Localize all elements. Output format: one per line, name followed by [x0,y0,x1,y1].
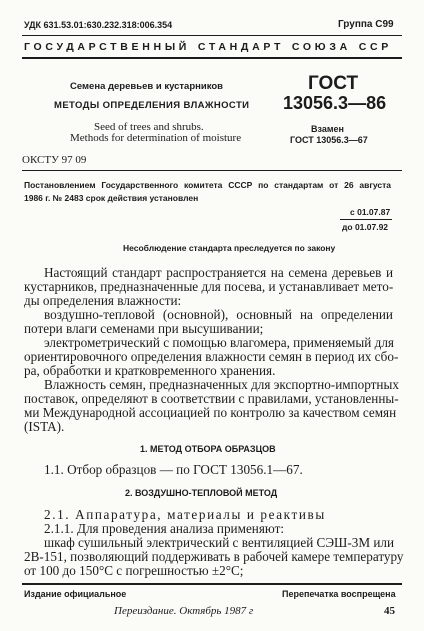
p2-line-1: воздушно-тепловой (основной), основный на определении [44,307,393,322]
clause-2-1-1: 2.1.1. Для проведения анализа применяют: [44,521,285,536]
p4-line-3: ми Международной ассоциацией по контролю за качеством семян [24,405,397,420]
group-code: Группа С99 [338,19,394,30]
title-rule [22,170,402,171]
reissue-note: Переиздание. Октябрь 1987 г [114,605,254,617]
effective-date-to: до 01.07.92 [342,222,389,232]
replaces-label: Взамен [311,124,344,134]
resolution-line-2: 1986 г. № 2483 срок действия установлен [24,193,199,203]
udk-code: УДК 631.53.01:630.232.318:006.354 [24,20,173,30]
replaces-value: ГОСТ 13056.3—67 [290,135,368,145]
p2-line-2: потери влаги семенами при высушивании; [24,321,264,336]
p5-line-2: 2В-151, позволяющий поддерживать в рабочей камере температуру [24,549,404,564]
title-en-2: Methods for determination of moisture [70,132,242,144]
clause-2-1: 2.1. Аппаратура, материалы и реактивы [44,507,326,522]
reprint-notice: Перепечатка воспрещена [282,589,396,599]
p3-line-1: электрометрический с помощью влагомера, применяемый для [44,335,394,350]
page-number: 45 [384,605,395,617]
header-rule-top [22,35,402,36]
p5-line-1: шкаф сушильный электрический с вентиляцией СЭШ-3М или [44,535,395,550]
gost-label: ГОСТ [308,73,359,94]
clause-1-1: 1.1. Отбор образцов — по ГОСТ 13056.1—67. [44,462,303,477]
p1-line-1: Настоящий стандарт распространяется на семена деревьев и [44,265,393,280]
section-2-title: 2. ВОЗДУШНО-ТЕПЛОВОЙ МЕТОД [125,488,278,498]
effective-date-rule [340,219,392,220]
okstu-code: ОКСТУ 97 09 [22,154,87,166]
p4-line-1: Влажность семян, предназначенных для экспортно-импортных [44,377,399,392]
p1-line-3: ды определения влажности: [24,293,182,308]
resolution-line-1: Постановлением Государственного комитета СССР по стандартам от 26 августа [24,180,391,190]
header-rule-bottom [22,57,402,59]
gost-number: 13056.3—86 [283,93,387,113]
p4-line-2: поставок, определяют в соответствии с правилами, установленны- [24,391,399,406]
p4-line-4: (ISTA). [24,419,65,434]
p1-line-2: кустарников, предназначенные для посева, и устанавливает мето- [24,279,394,294]
subject-ru: Семена деревьев и кустарников [70,81,223,92]
footer-rule [22,583,402,585]
section-1-title: 1. МЕТОД ОТБОРА ОБРАЗЦОВ [140,444,276,454]
edition-label: Издание официальное [24,589,127,599]
p3-line-2: ориентировочного определения влажности семян в период их сбо- [24,349,399,364]
effective-date-from: с 01.07.87 [350,207,391,217]
p3-line-3: ра, обработки и кратковременного хранения. [24,363,276,378]
p5-line-3: от 100 до 150°С с погрешностью ±2°С; [24,563,244,578]
title-en-1: Seed of trees and shrubs. [94,121,204,133]
title-ru: МЕТОДЫ ОПРЕДЕЛЕНИЯ ВЛАЖНОСТИ [54,100,250,111]
law-warning: Несоблюдение стандарта преследуется по закону [123,243,336,253]
state-standard-heading: ГОСУДАРСТВЕННЫЙ СТАНДАРТ СОЮЗА ССР [24,41,392,53]
